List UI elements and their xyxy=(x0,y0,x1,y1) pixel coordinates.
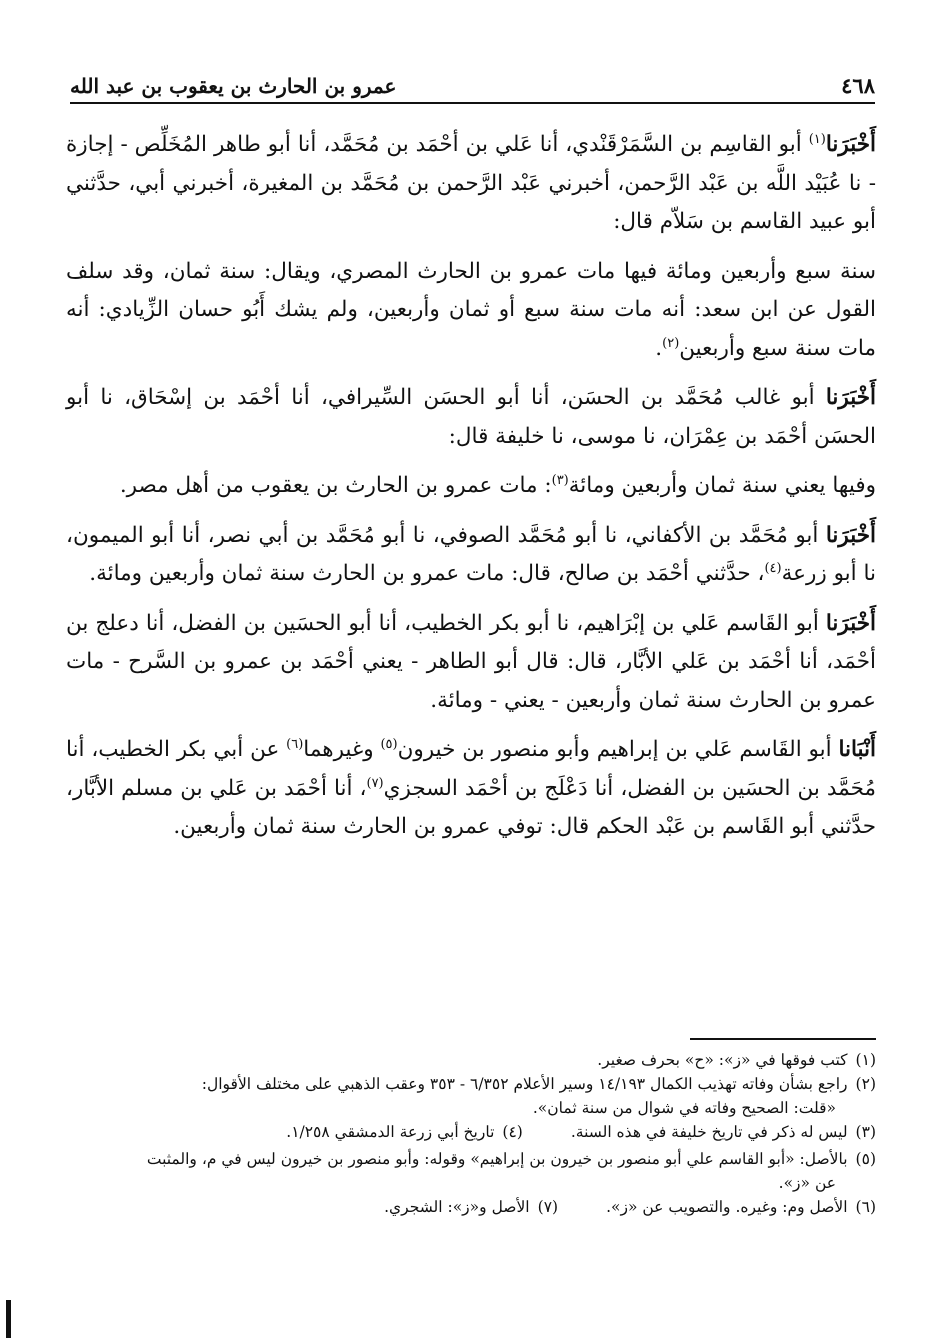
paragraph-lead: أَخْبَرَنا xyxy=(825,132,876,157)
footnote-1 xyxy=(66,1048,876,1072)
footnote-text: ليس له ذكر في تاريخ خليفة في هذه السنة. xyxy=(570,1123,848,1141)
paragraph-1 xyxy=(66,126,876,242)
paragraph-text-2: وغيرهما xyxy=(303,737,381,762)
footnote-text: كتب فوقها في «ز»: «ح» بحرف صغير. xyxy=(597,1051,848,1069)
footnote-text: الأصل و«ز»: الشجري. xyxy=(384,1198,530,1216)
footnote-number: (٥) xyxy=(855,1150,876,1168)
footnote-ref-5: (٥) xyxy=(380,736,398,752)
footnote-separator xyxy=(690,1038,876,1040)
footnote-ref-3: (٣) xyxy=(551,472,569,488)
paragraph-lead: أَخْبَرَنا xyxy=(825,522,876,548)
paragraph-text: وفيها يعني سنة ثمان وأربعين ومائة xyxy=(568,473,876,498)
footnote-text: بالأصل: «أبو القاسم علي أبو منصور بن خيرون بن إبراهيم» وقوله: وأبو منصور بن خيرون ليس في م، والمثبت xyxy=(146,1150,848,1168)
paragraph-4 xyxy=(66,467,876,506)
paragraph-tail: . xyxy=(655,335,663,361)
footnote-continuation: عن «ز». xyxy=(778,1174,836,1192)
footnote-5 xyxy=(66,1147,876,1195)
footnote-text: تاريخ أبي زرعة الدمشقي ١/٢٥٨. xyxy=(286,1123,495,1141)
paragraph-text: أبو القَاسم عَلي بن إبراهيم وأبو منصور بن خيرون xyxy=(397,737,839,762)
footnote-ref-6: (٦) xyxy=(286,736,304,752)
paragraph-7 xyxy=(66,731,876,847)
running-title: عمرو بن الحارث بن يعقوب بن عبد الله xyxy=(70,74,397,98)
paragraph-3 xyxy=(66,379,876,456)
footnote-7 xyxy=(384,1195,558,1219)
footnote-number: (١) xyxy=(855,1051,876,1069)
paragraph-tail: ، حدَّثني أحْمَد بن صالح، قال: مات عمرو بن الحارث سنة ثمان وأربعين ومائة. xyxy=(89,561,765,586)
paragraph-2 xyxy=(66,253,876,369)
footnote-ref-4: (٤) xyxy=(764,560,782,576)
footnote-number: (٧) xyxy=(537,1198,559,1216)
footnote-continuation: «قلت: الصحيح وفاته في شوال من سنة ثمان». xyxy=(532,1099,836,1117)
footnote-number: (٦) xyxy=(855,1198,876,1216)
footnote-6 xyxy=(606,1195,876,1219)
footnote-text: الأصل وم: وغيره. والتصويب عن «ز». xyxy=(606,1198,848,1216)
footnote-2 xyxy=(66,1072,876,1120)
paragraph-text: أبو غالب مُحَمَّد بن الحسَن، أنا أبو الحسَن السِّيرافي، أنا أحْمَد بن إسْحَاق، نا أبو الحسَن أحْمَد بن عِمْرَان، نا موسى، نا خليفة قال: xyxy=(66,385,876,449)
footnote-4 xyxy=(286,1120,523,1144)
paragraph-text: أبو القاسِم بن السَّمَرْقَنْدي، أنا عَلي بن أحْمَد بن مُحَمَّد، أنا أبو طاهر المُخَلِّص - إجازة - نا عُبَيْد اللَّه بن عَبْد الرَّحمن، أخبرني عَبْد الرَّحمن بن مُحَمَّد بن المغيرة، أخبرني أبي، حدَّثني أبو عبيد القاسم بن سَلاّم قال: xyxy=(66,132,876,234)
paragraph-lead: أَخْبَرَنا xyxy=(825,385,876,410)
footnote-number: (٣) xyxy=(855,1123,876,1141)
footnote-row-6-7 xyxy=(66,1195,876,1219)
paragraph-text: أبو القَاسم عَلي بن إبْرَاهيم، نا أبو بكر الخطيب، أنا أبو الحسَين بن الفضل، أنا دعلج بن أحْمَد، أنا أحْمَد بن عَلي الأبَّار، قال: قال أبو الطاهر - يعني أحْمَد بن عمرو بن السَّرح - مات عمرو بن الحارث سنة ثمان وأربعين - يعني - ومائة. xyxy=(66,610,876,713)
paragraph-tail-2: ، أنا أحْمَد بن عَلي بن مسلم الأبَّار، حدَّثني أبو القَاسم بن عَبْد الحكم قال: توفي عمرو بن الحارث سنة ثمان وأربعين. xyxy=(66,775,876,839)
footnote-ref-7: (٧) xyxy=(366,775,384,791)
footnote-text: راجع بشأن وفاته تهذيب الكمال ١٤/١٩٣ وسير الأعلام ٦/٣٥٢ - ٣٥٣ وعقب الذهبي على مختلف الأقوال: xyxy=(201,1075,848,1093)
footnote-3 xyxy=(571,1120,876,1144)
scan-edge-mark xyxy=(6,1300,11,1338)
footnote-row-3-4 xyxy=(66,1120,876,1144)
footnote-ref-2: (٢) xyxy=(662,335,680,351)
page-number: ٤٦٨ xyxy=(841,73,875,98)
paragraph-lead: أَنْبَانا xyxy=(838,737,876,762)
footnote-number: (٢) xyxy=(855,1075,876,1093)
footnote-number: (٤) xyxy=(502,1123,523,1141)
paragraph-5 xyxy=(66,517,876,594)
paragraph-tail: : مات عمرو بن الحارث بن يعقوب من أهل مصر. xyxy=(119,473,552,498)
page-header xyxy=(70,64,875,104)
paragraph-lead: أَخْبَرَنا xyxy=(825,610,876,636)
paragraph-6 xyxy=(66,605,876,721)
footnote-ref-1: (١) xyxy=(808,131,826,147)
paragraph-text: سنة سبع وأربعين ومائة فيها مات عمرو بن الحارث المصري، ويقال: سنة ثمان، وقد سلف القول عن ابن سعد: أنه مات سنة سبع أو ثمان وأربعين، ولم يشك أَبُو حسان الزِّيادي: أنه مات سنة سبع وأربعين xyxy=(66,258,876,361)
paragraph-text: أبو مُحَمَّد بن الأكفاني، نا أبو مُحَمَّد الصوفي، نا أبو مُحَمَّد بن أبي نصر، أنا أبو الميمون، نا أبو زرعة xyxy=(66,522,876,586)
paragraph-tail: عن أبي بكر الخطيب، أنا مُحَمَّد بن الحسَين بن الفضل، أنا دَعْلَج بن أحْمَد السجزي xyxy=(66,737,876,801)
main-text xyxy=(66,126,876,858)
footnotes xyxy=(66,1048,876,1222)
